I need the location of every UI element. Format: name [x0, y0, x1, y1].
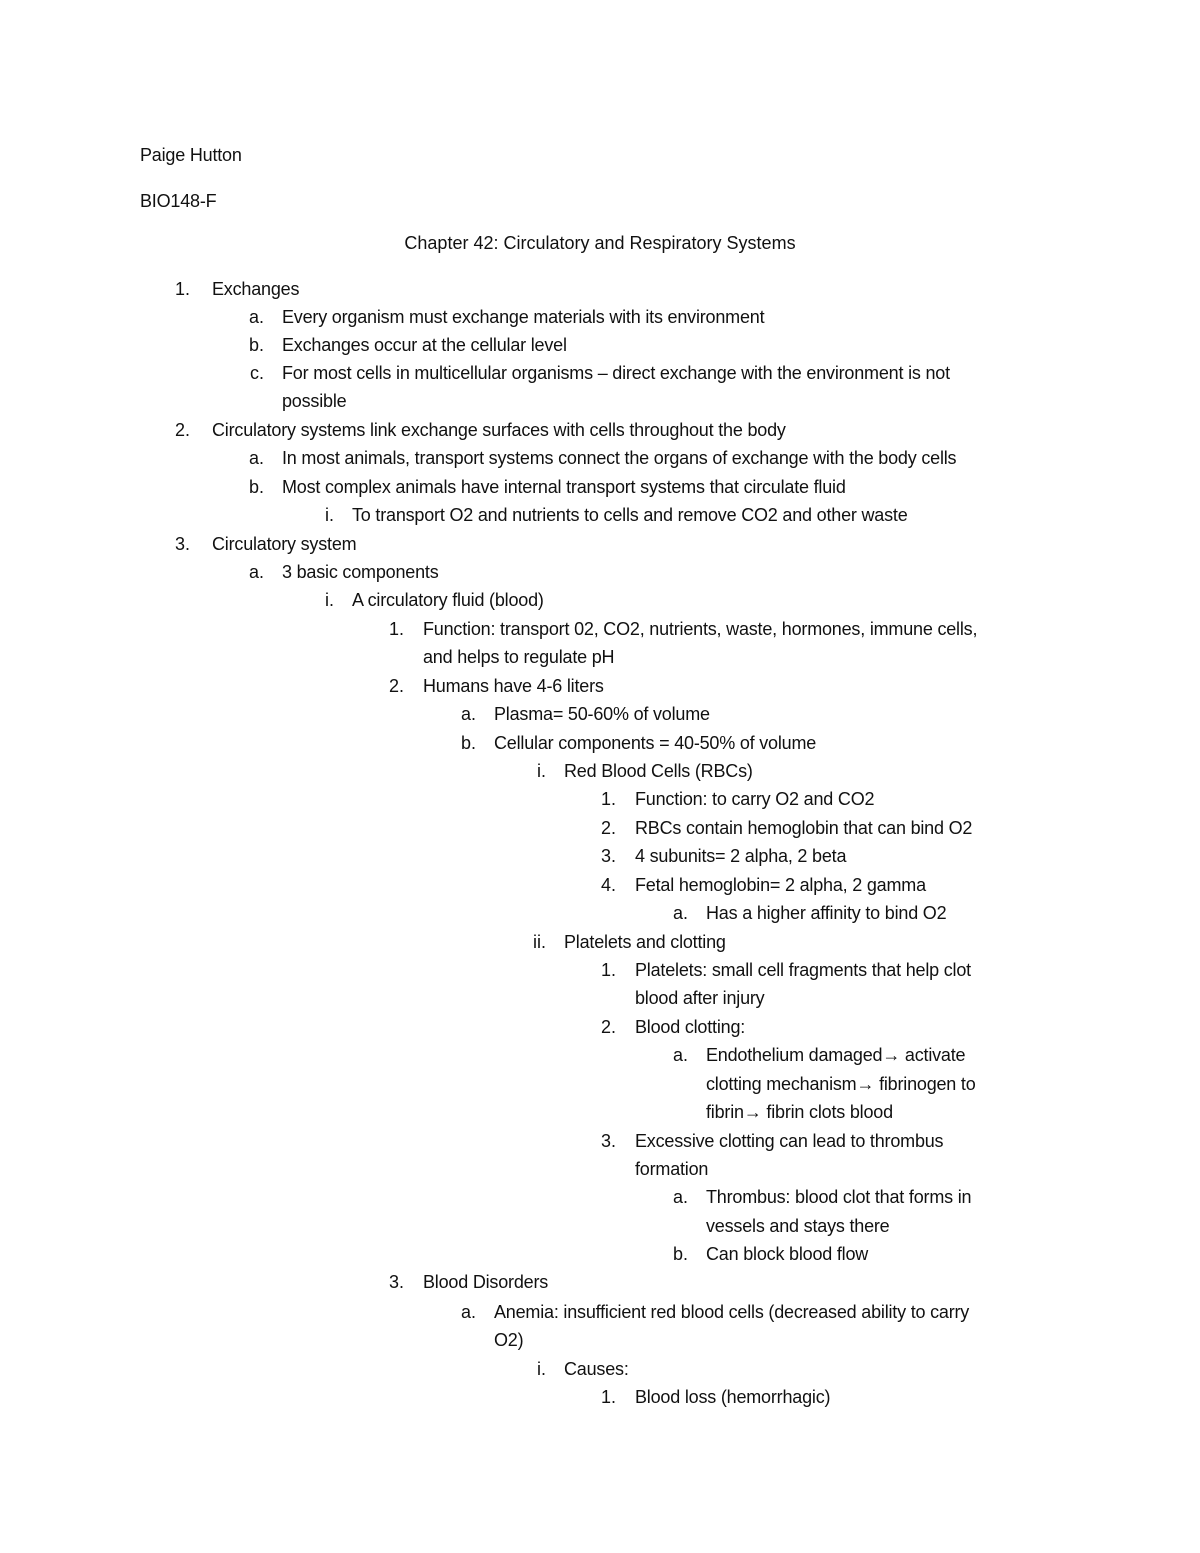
list-marker: a. — [672, 1187, 688, 1207]
list-item-text: fibrin→ fibrin clots blood — [706, 1102, 893, 1122]
list-item-text: clotting mechanism→ fibrinogen to — [706, 1074, 976, 1094]
list-item-text: Blood clotting: — [635, 1017, 746, 1037]
list-marker: a. — [460, 704, 476, 724]
list-marker: 3. — [600, 1131, 616, 1151]
list-item-text: Cellular components = 40-50% of volume — [494, 733, 817, 753]
list-item-text: RBCs contain hemoglobin that can bind O2 — [635, 818, 973, 838]
list-marker: 1. — [388, 619, 404, 639]
list-marker: 3. — [174, 534, 190, 554]
list-marker: i. — [537, 1359, 546, 1379]
list-marker: a. — [672, 1045, 688, 1065]
list-item-text: Plasma= 50-60% of volume — [494, 704, 710, 724]
list-marker: a. — [248, 562, 264, 582]
list-marker: ii. — [533, 932, 546, 952]
list-item-text: Platelets: small cell fragments that help clot — [635, 960, 971, 980]
list-marker: a. — [460, 1302, 476, 1322]
list-item-text: For most cells in multicellular organisms – direct exchange with the environment is not — [282, 363, 950, 383]
list-marker: i. — [325, 505, 334, 525]
list-marker: 3. — [388, 1272, 404, 1292]
chapter-title: Chapter 42: Circulatory and Respiratory Systems — [404, 233, 796, 253]
list-item-text: and helps to regulate pH — [423, 647, 615, 667]
list-item-text: Function: to carry O2 and CO2 — [635, 789, 875, 809]
list-marker: 2. — [174, 420, 190, 440]
list-item-text: Can block blood flow — [706, 1244, 869, 1264]
list-item-text: Most complex animals have internal transport systems that circulate fluid — [282, 477, 846, 497]
list-item-text: Blood loss (hemorrhagic) — [635, 1387, 831, 1407]
list-item-text: Thrombus: blood clot that forms in — [706, 1187, 972, 1207]
list-marker: 3. — [600, 846, 616, 866]
list-item-text: Blood Disorders — [423, 1272, 549, 1292]
list-item-text: Exchanges — [212, 279, 300, 299]
list-marker: b. — [672, 1244, 688, 1264]
list-item-text: Red Blood Cells (RBCs) — [564, 761, 753, 781]
author-name: Paige Hutton — [140, 145, 242, 165]
list-marker: b. — [248, 335, 264, 355]
list-item-text: 3 basic components — [282, 562, 439, 582]
list-marker: 2. — [600, 1017, 616, 1037]
list-marker: b. — [248, 477, 264, 497]
list-item-text: 4 subunits= 2 alpha, 2 beta — [635, 846, 847, 866]
list-item-text: Exchanges occur at the cellular level — [282, 335, 567, 355]
list-marker: b. — [460, 733, 476, 753]
list-marker: 1. — [600, 960, 616, 980]
list-marker: a. — [248, 307, 264, 327]
list-item-text: Humans have 4-6 liters — [423, 676, 604, 696]
list-marker: a. — [672, 903, 688, 923]
list-item-text: Endothelium damaged→ activate — [706, 1045, 966, 1065]
list-item-text: Causes: — [564, 1359, 629, 1379]
list-item-text: Circulatory systems link exchange surfaces with cells throughout the body — [212, 420, 786, 440]
list-item-text: In most animals, transport systems connect the organs of exchange with the body cells — [282, 448, 957, 468]
list-item-text: Function: transport 02, CO2, nutrients, waste, hormones, immune cells, — [423, 619, 978, 639]
list-marker: i. — [537, 761, 546, 781]
list-item-text: formation — [635, 1159, 709, 1179]
list-marker: 1. — [174, 279, 190, 299]
list-marker: 2. — [600, 818, 616, 838]
list-marker: 4. — [600, 875, 616, 895]
course-code: BIO148-F — [140, 191, 217, 211]
list-item-text: Excessive clotting can lead to thrombus — [635, 1131, 944, 1151]
list-marker: c. — [249, 363, 264, 383]
list-item-text: Every organism must exchange materials with its environment — [282, 307, 765, 327]
list-item-text: O2) — [494, 1330, 524, 1350]
list-marker: 1. — [600, 789, 616, 809]
list-item-text: vessels and stays there — [706, 1216, 890, 1236]
list-item-text: Fetal hemoglobin= 2 alpha, 2 gamma — [635, 875, 926, 895]
list-marker: 1. — [600, 1387, 616, 1407]
list-item-text: Has a higher affinity to bind O2 — [706, 903, 947, 923]
list-item-text: blood after injury — [635, 988, 765, 1008]
list-item-text: Circulatory system — [212, 534, 357, 554]
list-item-text: A circulatory fluid (blood) — [352, 590, 544, 610]
list-marker: a. — [248, 448, 264, 468]
list-item-text: Anemia: insufficient red blood cells (decreased ability to carry — [494, 1302, 970, 1322]
list-item-text: To transport O2 and nutrients to cells and remove CO2 and other waste — [352, 505, 908, 525]
list-item-text: Platelets and clotting — [564, 932, 726, 952]
list-item-text: possible — [282, 391, 347, 411]
list-marker: i. — [325, 590, 334, 610]
list-marker: 2. — [388, 676, 404, 696]
